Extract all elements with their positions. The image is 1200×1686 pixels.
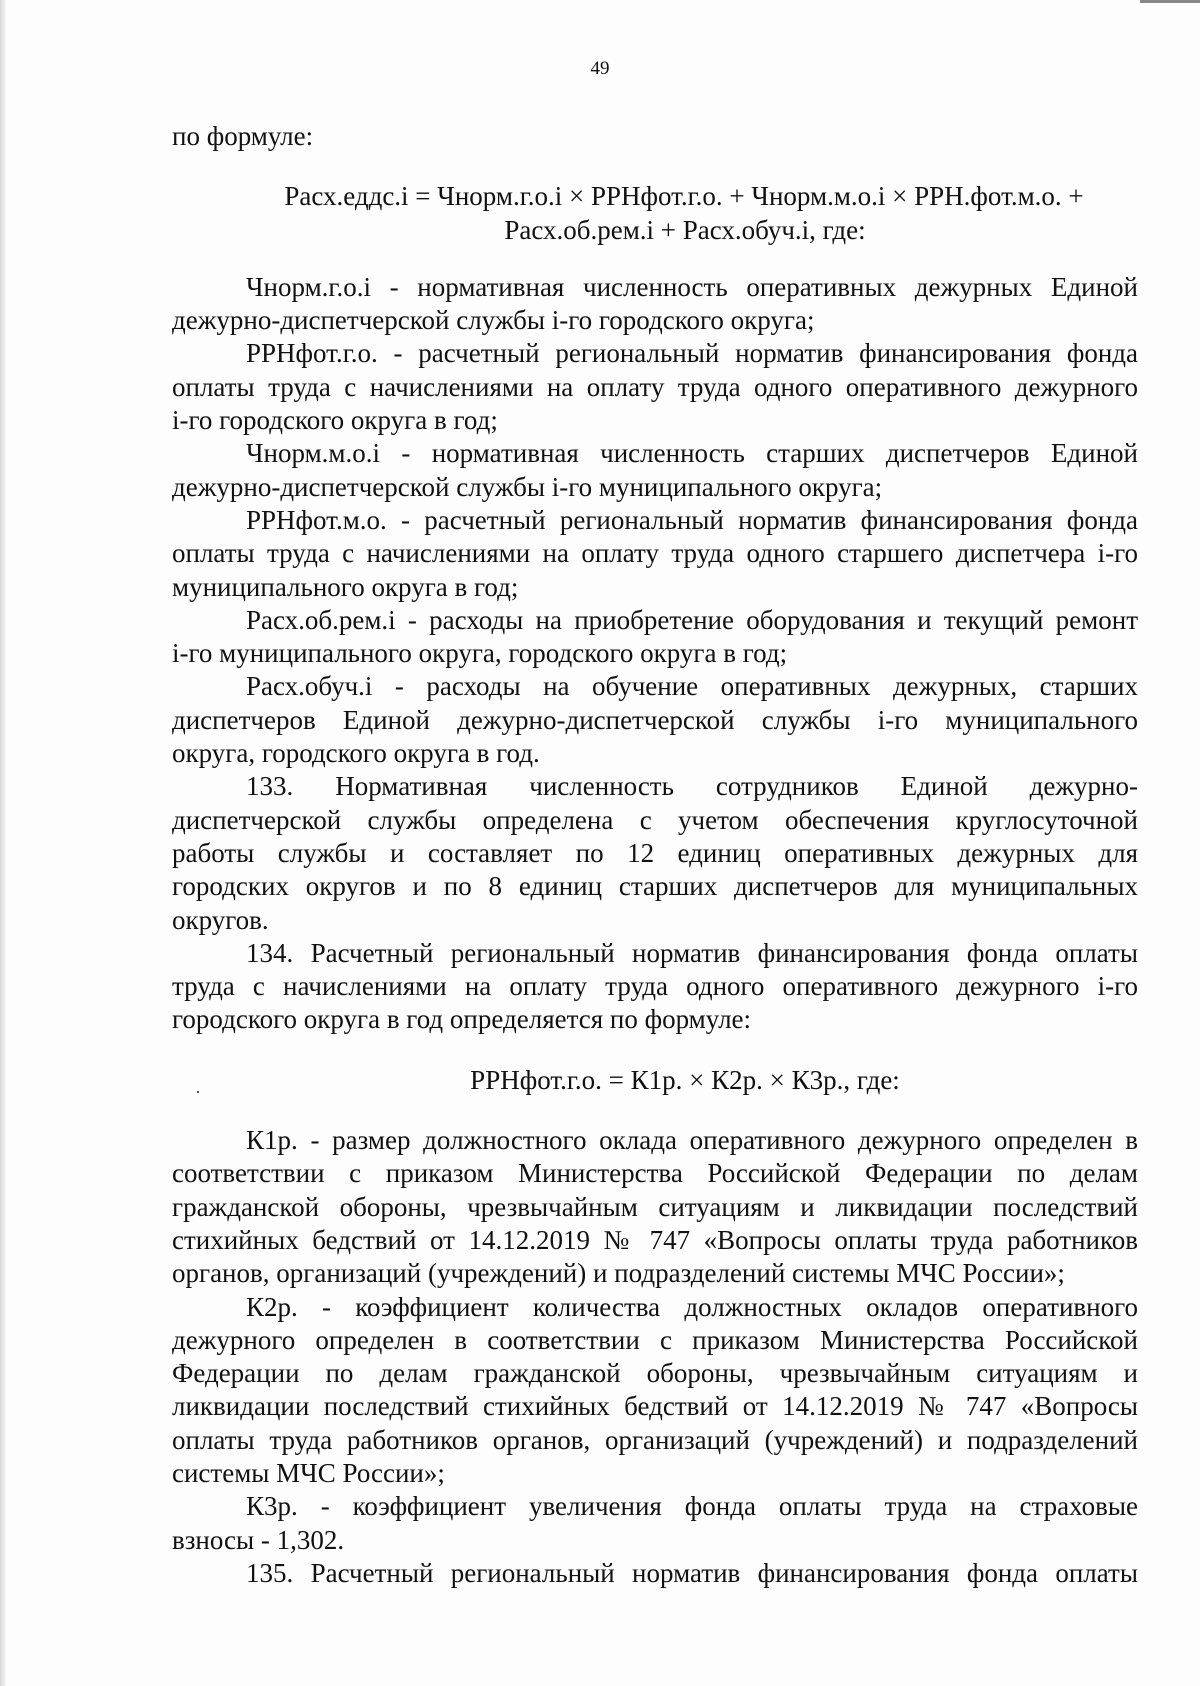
text-line: дежурного определен в соответствии с приказом Министерства Российской: [172, 1324, 1138, 1355]
text-line: органов, организаций (учреждений) и подразделений системы МЧС России»;: [172, 1258, 1065, 1289]
text-line: РРНфот.г.о. - расчетный региональный норматив финансирования фонда: [246, 338, 1138, 369]
text-line: ликвидации последствий стихийных бедствий от 14.12.2019 № 747 «Вопросы: [172, 1391, 1138, 1422]
text-line: гражданской обороны, чрезвычайным ситуациям и ликвидации последствий: [172, 1191, 1138, 1222]
text-line: оплаты труда работников органов, организаций (учреждений) и подразделений: [172, 1424, 1138, 1455]
formula-line: Расх.об.рем.i + Расх.обуч.i, где:: [504, 214, 866, 245]
text-line: взносы - 1,302.: [172, 1524, 345, 1555]
text-line: Расх.об.рем.i - расходы на приобретение оборудования и текущий ремонт: [246, 604, 1138, 635]
text-line: стихийных бедствий от 14.12.2019 № 747 «Вопросы оплаты труда работников: [172, 1224, 1138, 1255]
text-line: диспетчерской службы определена с учетом обеспечения круглосуточной: [172, 804, 1138, 835]
text-line: i-го городского округа в год;: [172, 405, 498, 436]
text-line: К1р. - размер должностного оклада оперативного дежурного определен в: [246, 1125, 1138, 1156]
text-line: оплаты труда с начислениями на оплату труда одного старшего диспетчера i-го: [172, 538, 1138, 569]
text-line: муниципального округа в год;: [172, 571, 519, 602]
document-body: [172, 120, 1138, 1590]
text-line: Чнорм.г.о.i - нормативная численность оперативных дежурных Единой: [246, 271, 1138, 302]
text-line: округа, городского округа в год.: [172, 738, 540, 769]
text-line: работы службы и составляет по 12 единиц оперативных дежурных для: [172, 837, 1138, 868]
text-line: К2р. - коэффициент количества должностных окладов оперативного: [246, 1291, 1138, 1322]
text-line: оплаты труда с начислениями на оплату труда одного оперативного дежурного: [172, 371, 1138, 402]
text-line: 134. Расчетный региональный норматив финансирования фонда оплаты: [246, 937, 1138, 968]
text-line: городских округов и по 8 единиц старших диспетчеров для муниципальных: [172, 871, 1138, 902]
text-line: труда с начислениями на оплату труда одного оперативного дежурного i-го: [172, 971, 1138, 1002]
text-line: Федерации по делам гражданской обороны, чрезвычайным ситуациям и: [172, 1358, 1138, 1389]
text-line: 135. Расчетный региональный норматив финансирования фонда оплаты: [246, 1557, 1138, 1588]
formula-line: РРНфот.г.о. = К1р. × К2р. × К3р., где:: [470, 1064, 900, 1095]
scan-mark: [1140, 0, 1200, 3]
text-line: дежурно-диспетчерской службы i-го городского округа;: [172, 305, 815, 336]
text-line: Чнорм.м.о.i - нормативная численность старших диспетчеров Единой: [246, 438, 1138, 469]
page-number: 49: [590, 58, 610, 79]
text-line: соответствии с приказом Министерства Российской Федерации по делам: [172, 1158, 1138, 1189]
text-line: К3р. - коэффициент увеличения фонда оплаты труда на страховые: [246, 1491, 1138, 1522]
text-line: дежурно-диспетчерской службы i-го муниципального округа;: [172, 471, 883, 502]
text-line: 133. Нормативная численность сотрудников Единой дежурно-: [246, 771, 1138, 802]
text-line: округов.: [172, 904, 269, 935]
scan-edge: [0, 0, 6, 1686]
formula-line: Расх.еддс.i = Чнорм.г.о.i × РРНфот.г.о. + Чнорм.м.о.i × РРН.фот.м.о. +: [284, 181, 1084, 212]
text-line: i-го муниципального округа, городского округа в год;: [172, 638, 788, 669]
text-line: диспетчеров Единой дежурно-диспетчерской службы i-го муниципального: [172, 704, 1138, 735]
text-line: городского округа в год определяется по формуле:: [172, 1004, 752, 1035]
text-line: Расх.обуч.i - расходы на обучение оперативных дежурных, старших: [246, 671, 1138, 702]
text-line: по формуле:: [172, 121, 314, 151]
text-line: системы МЧС России»;: [172, 1457, 445, 1488]
text-line: РРНфот.м.о. - расчетный региональный норматив финансирования фонда: [246, 504, 1138, 535]
